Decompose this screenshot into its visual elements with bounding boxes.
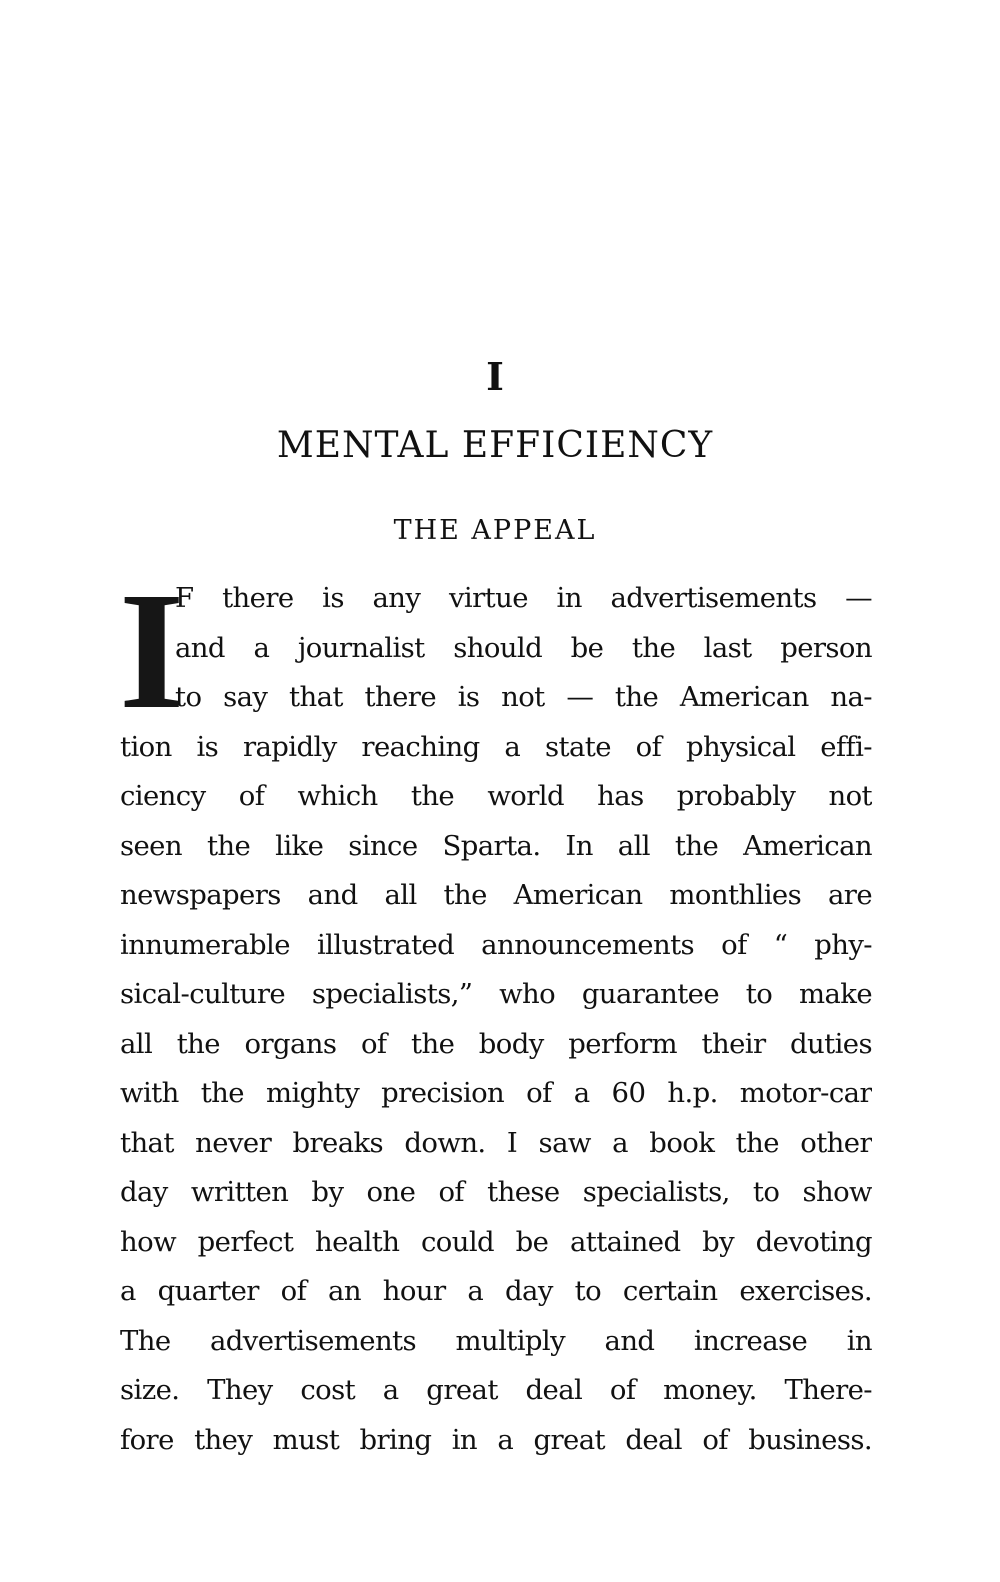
text-line: tion is rapidly reaching a state of physical effi-: [120, 730, 872, 763]
chapter-title: MENTAL EFFICIENCY: [276, 425, 714, 466]
text-line: to say that there is not — the American na-: [175, 681, 872, 713]
text-line: ciency of which the world has probably not: [120, 780, 872, 812]
text-line: The advertisements multiply and increase in: [120, 1324, 872, 1357]
text-line: newspapers and all the American monthlies are: [120, 879, 872, 911]
text-line: size. They cost a great deal of money. There-: [120, 1374, 872, 1406]
text-line: sical-culture specialists,” who guarantee to make: [120, 978, 872, 1010]
section-title: THE APPEAL: [393, 515, 597, 546]
drop-cap: I: [119, 558, 185, 744]
chapter-number: I: [486, 354, 504, 399]
text-line: F there is any virtue in advertisements —: [175, 582, 872, 614]
text-line: and a journalist should be the last person: [175, 631, 872, 664]
text-line: innumerable illustrated announcements of “ phy-: [120, 928, 872, 961]
text-line: all the organs of the body perform their duties: [120, 1027, 872, 1060]
text-line: seen the like since Sparta. In all the American: [120, 829, 872, 862]
text-line: with the mighty precision of a 60 h.p. motor-car: [120, 1077, 872, 1109]
body-paragraph: [120, 574, 872, 1465]
text-line: a quarter of an hour a day to certain exercises.: [120, 1275, 872, 1307]
text-line: fore they must bring in a great deal of business.: [120, 1423, 872, 1456]
text-line: that never breaks down. I saw a book the other: [120, 1126, 872, 1159]
text-line: day written by one of these specialists, to show: [120, 1176, 872, 1208]
text-line: how perfect health could be attained by devoting: [120, 1225, 872, 1258]
